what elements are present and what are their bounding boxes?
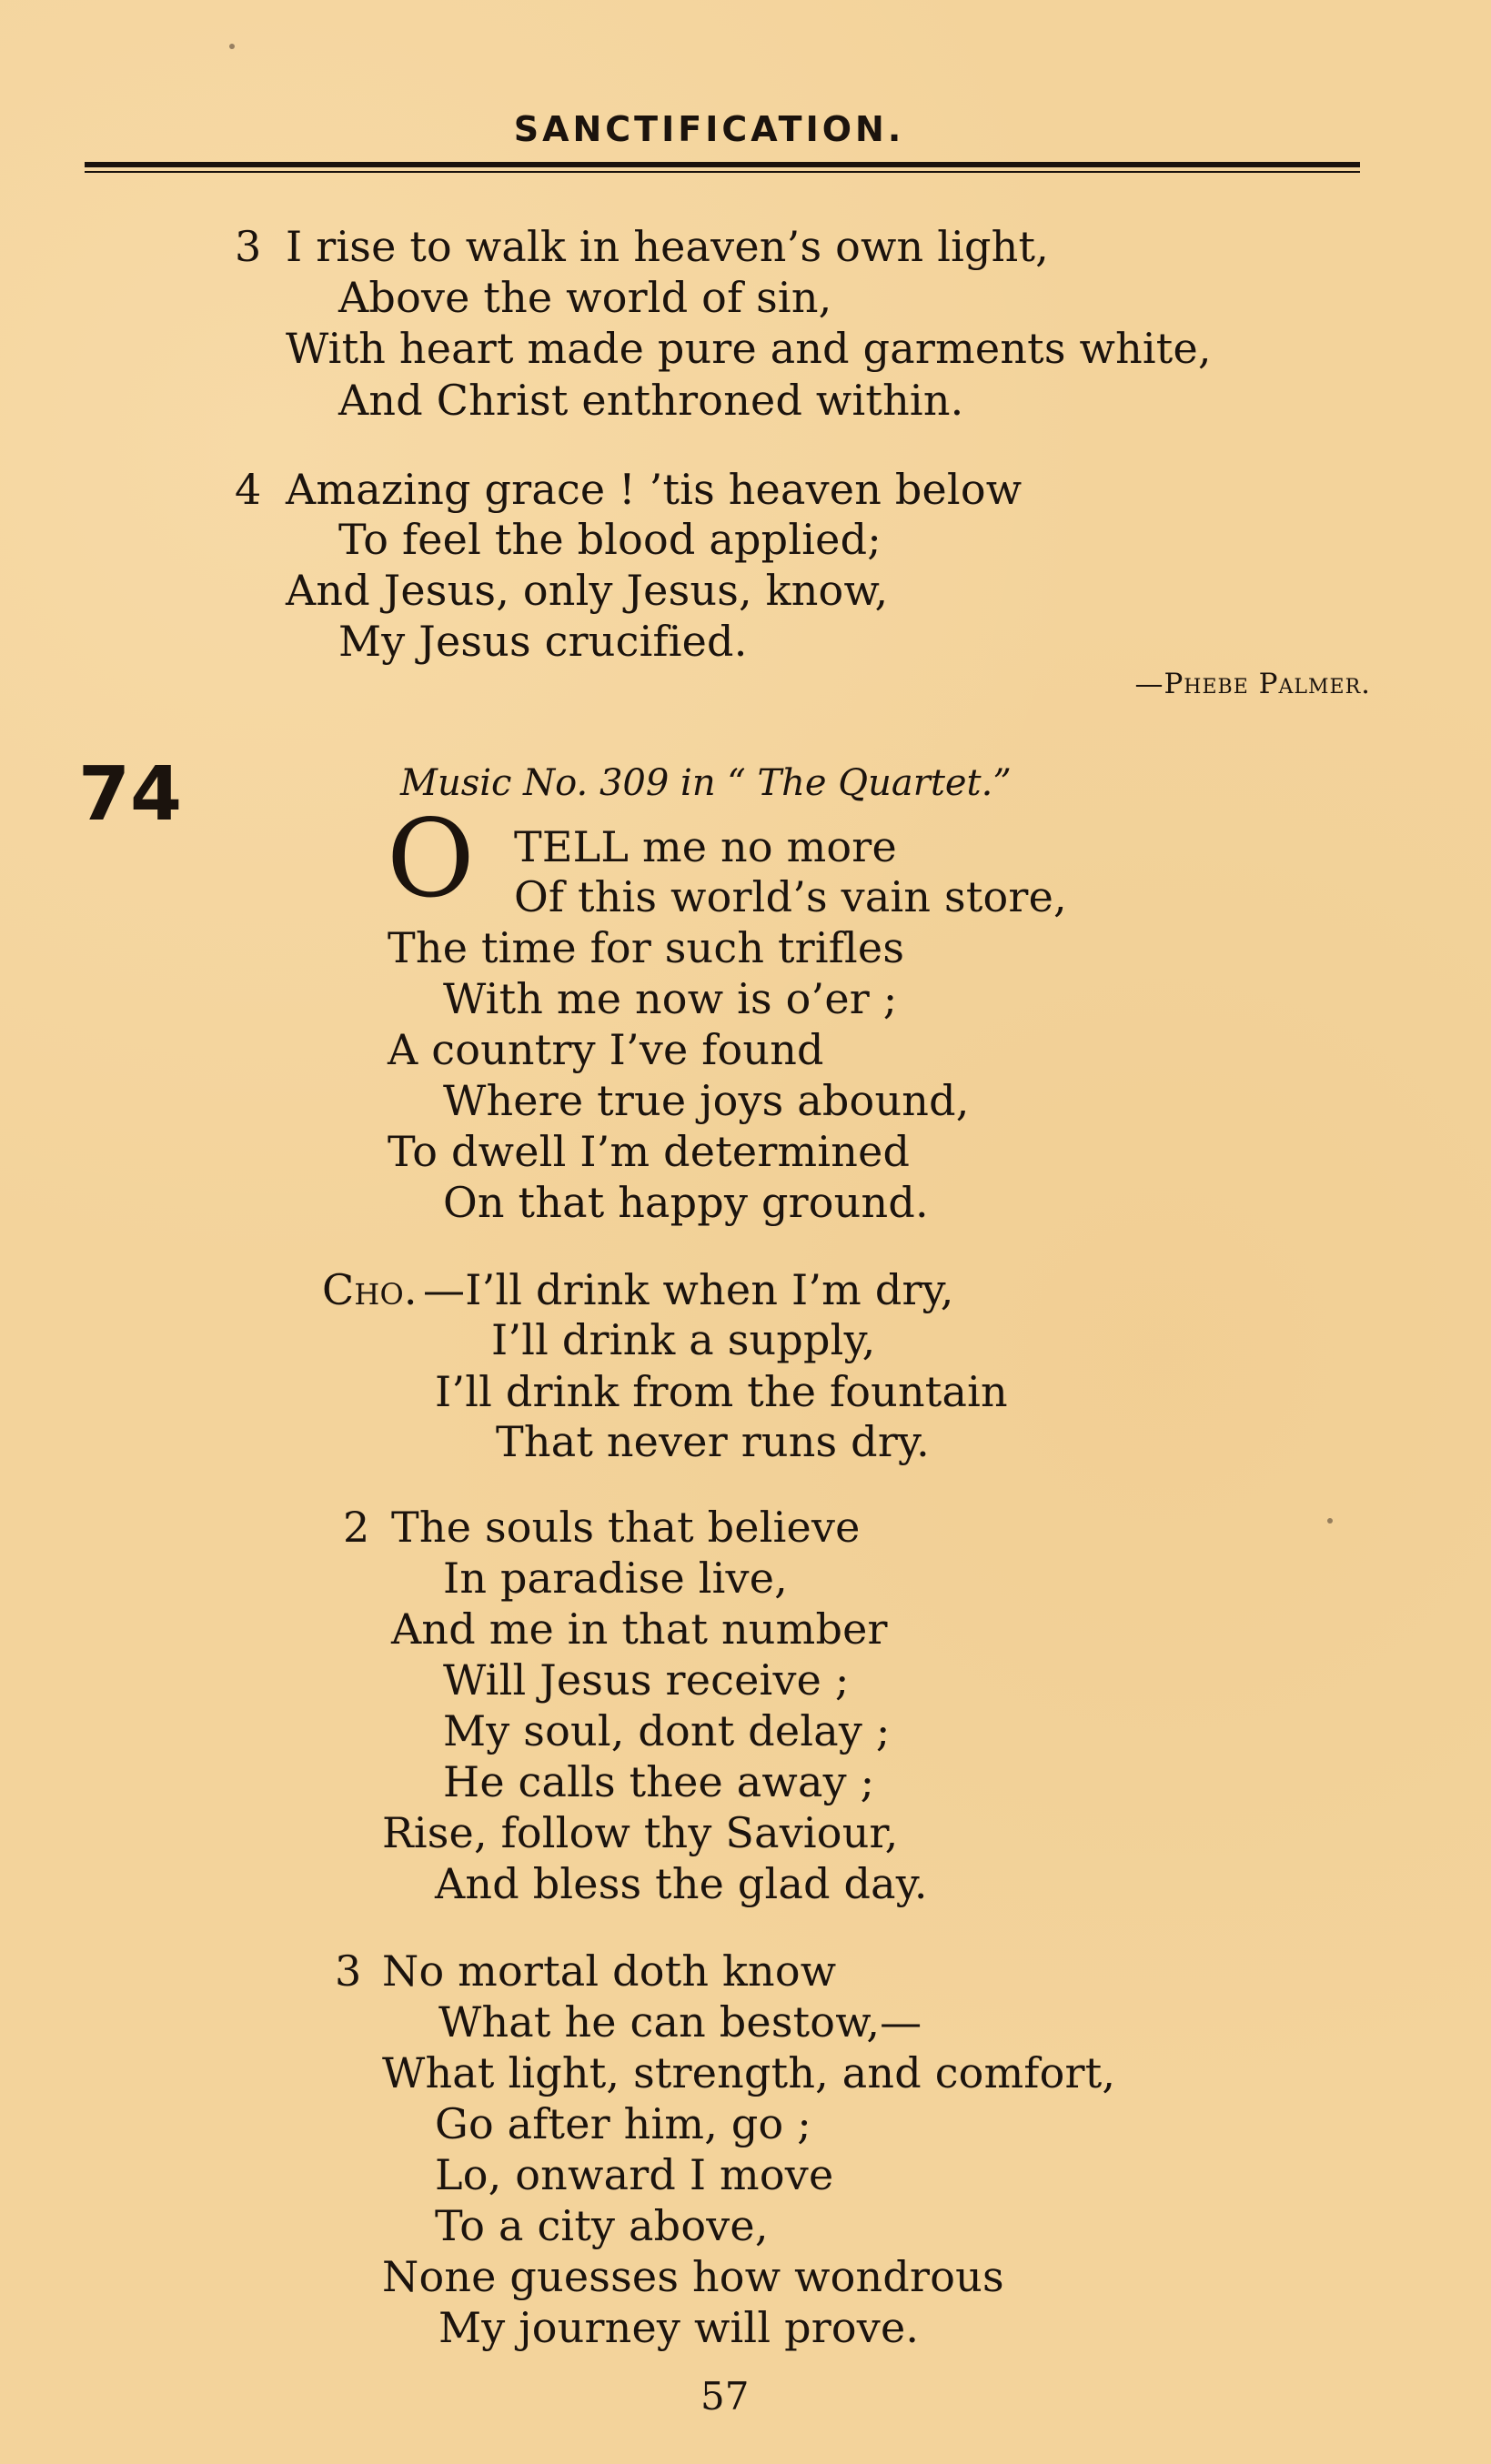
verse-line: What light, strength, and comfort, xyxy=(382,2048,1116,2097)
chorus-line: —I’ll drink when I’m dry, xyxy=(423,1265,954,1314)
author-credit: —Phebe Palmer. xyxy=(1134,668,1371,700)
verse-line: I rise to walk in heaven’s own light, xyxy=(286,222,1049,271)
drop-cap: O xyxy=(387,796,475,921)
chorus-line: That never runs dry. xyxy=(496,1417,930,1466)
paper-speck xyxy=(229,44,235,49)
verse-line: On that happy ground. xyxy=(443,1178,929,1227)
verse-number: 2 xyxy=(343,1503,370,1552)
verse-line: With me now is o’er ; xyxy=(443,974,898,1023)
verse-line: Amazing grace ! ’tis heaven below xyxy=(286,465,1023,514)
verse-line: Lo, onward I move xyxy=(435,2150,834,2199)
verse-line: Rise, follow thy Saviour, xyxy=(382,1808,899,1857)
verse-line: Above the world of sin, xyxy=(338,273,832,322)
verse-line: The souls that believe xyxy=(391,1503,861,1552)
music-reference: Music No. 309 in “ The Quartet.” xyxy=(400,762,1012,804)
verse-line: With heart made pure and garments white, xyxy=(286,324,1212,373)
verse-line: A country I’ve found xyxy=(388,1025,824,1074)
verse-line: To a city above, xyxy=(435,2201,769,2250)
verse-line: None guesses how wondrous xyxy=(382,2252,1004,2301)
hymn-number: 74 xyxy=(78,751,183,838)
verse-line: And me in that number xyxy=(391,1604,888,1654)
verse-line: The time for such trifles xyxy=(388,923,905,972)
verse-number: 3 xyxy=(235,222,262,271)
verse-line: My Jesus crucified. xyxy=(338,617,748,666)
verse-number: 4 xyxy=(235,465,262,514)
verse-line: To feel the blood applied; xyxy=(338,515,882,564)
verse-line: And Christ enthroned within. xyxy=(338,376,964,425)
verse-line: My journey will prove. xyxy=(438,2303,920,2352)
chorus-line: I’ll drink from the fountain xyxy=(435,1367,1008,1416)
verse-line: What he can bestow,— xyxy=(438,1997,922,2047)
verse-line: He calls thee away ; xyxy=(443,1757,875,1806)
verse-line: And bless the glad day. xyxy=(435,1859,928,1908)
verse-line: In paradise live, xyxy=(443,1554,788,1603)
verse-line: And Jesus, only Jesus, know, xyxy=(286,566,889,615)
verse-line: Of this world’s vain store, xyxy=(514,872,1067,921)
verse-number: 3 xyxy=(335,1946,362,1996)
header-rule xyxy=(85,162,1360,167)
page-header: SANCTIFICATION. xyxy=(513,109,905,149)
chorus-label: Cho. xyxy=(322,1265,418,1314)
verse-line: Where true joys abound, xyxy=(443,1076,970,1125)
paper-speck xyxy=(1327,1518,1333,1524)
verse-line: No mortal doth know xyxy=(382,1946,837,1996)
verse-line: My soul, dont delay ; xyxy=(443,1706,891,1755)
page-number: 57 xyxy=(700,2374,750,2419)
verse-line: Go after him, go ; xyxy=(435,2099,811,2148)
chorus-line: I’ll drink a supply, xyxy=(491,1315,876,1364)
verse-line: Will Jesus receive ; xyxy=(443,1655,850,1705)
verse-line: To dwell I’m determined xyxy=(388,1127,911,1176)
verse-line: TELL me no more xyxy=(514,822,897,871)
